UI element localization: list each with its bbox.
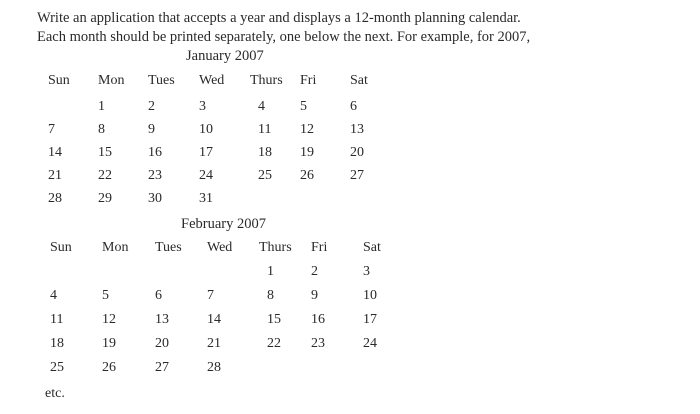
- intro-line-1: Write an application that accepts a year and displays a 12-month planning calendar.: [37, 10, 521, 26]
- day-cell: 7: [48, 122, 55, 137]
- day-cell: 8: [267, 288, 274, 303]
- day-cell: 18: [50, 336, 64, 351]
- weekday-header-wed: Wed: [207, 240, 233, 255]
- day-cell: 25: [50, 360, 64, 375]
- day-cell: 10: [363, 288, 377, 303]
- day-cell: 9: [311, 288, 318, 303]
- day-cell: 7: [207, 288, 214, 303]
- day-cell: 23: [148, 168, 162, 183]
- weekday-header-tues: Tues: [148, 73, 175, 88]
- day-cell: 17: [199, 145, 213, 160]
- day-cell: 28: [48, 191, 62, 206]
- day-cell: 6: [155, 288, 162, 303]
- day-cell: 15: [98, 145, 112, 160]
- day-cell: 19: [300, 145, 314, 160]
- day-cell: 27: [350, 168, 364, 183]
- day-cell: 11: [258, 122, 272, 137]
- month-title-january: January 2007: [186, 48, 264, 64]
- weekday-header-thurs: Thurs: [259, 240, 292, 255]
- day-cell: 25: [258, 168, 272, 183]
- day-cell: 20: [155, 336, 169, 351]
- day-cell: 1: [98, 99, 105, 114]
- day-cell: 9: [148, 122, 155, 137]
- day-cell: 22: [98, 168, 112, 183]
- weekday-header-wed: Wed: [199, 73, 225, 88]
- day-cell: 20: [350, 145, 364, 160]
- day-cell: 17: [363, 312, 377, 327]
- day-cell: 26: [102, 360, 116, 375]
- day-cell: 1: [267, 264, 274, 279]
- weekday-header-sun: Sun: [48, 73, 70, 88]
- day-cell: 16: [148, 145, 162, 160]
- day-cell: 24: [199, 168, 213, 183]
- weekday-header-mon: Mon: [102, 240, 129, 255]
- day-cell: 31: [199, 191, 213, 206]
- day-cell: 5: [102, 288, 109, 303]
- day-cell: 12: [102, 312, 116, 327]
- day-cell: 23: [311, 336, 325, 351]
- day-cell: 8: [98, 122, 105, 137]
- weekday-header-sat: Sat: [363, 240, 381, 255]
- day-cell: 6: [350, 99, 357, 114]
- day-cell: 13: [155, 312, 169, 327]
- weekday-header-sat: Sat: [350, 73, 368, 88]
- day-cell: 2: [148, 99, 155, 114]
- problem-statement: [37, 9, 530, 47]
- month-title-february: February 2007: [181, 216, 266, 232]
- day-cell: 24: [363, 336, 377, 351]
- day-cell: 22: [267, 336, 281, 351]
- day-cell: 3: [363, 264, 370, 279]
- day-cell: 11: [50, 312, 64, 327]
- day-cell: 21: [207, 336, 221, 351]
- weekday-header-fri: Fri: [311, 240, 328, 255]
- day-cell: 2: [311, 264, 318, 279]
- day-cell: 5: [300, 99, 307, 114]
- day-cell: 12: [300, 122, 314, 137]
- day-cell: 19: [102, 336, 116, 351]
- day-cell: 18: [258, 145, 272, 160]
- day-cell: 21: [48, 168, 62, 183]
- day-cell: 30: [148, 191, 162, 206]
- day-cell: 14: [48, 145, 62, 160]
- day-cell: 16: [311, 312, 325, 327]
- day-cell: 3: [199, 99, 206, 114]
- weekday-header-fri: Fri: [300, 73, 317, 88]
- intro-line-2: Each month should be printed separately, one below the next. For example, for 2007,: [37, 29, 531, 45]
- day-cell: 10: [199, 122, 213, 137]
- day-cell: 13: [350, 122, 364, 137]
- day-cell: 26: [300, 168, 314, 183]
- day-cell: 14: [207, 312, 221, 327]
- weekday-header-thurs: Thurs: [250, 73, 283, 88]
- weekday-header-tues: Tues: [155, 240, 182, 255]
- weekday-header-sun: Sun: [50, 240, 72, 255]
- day-cell: 4: [50, 288, 57, 303]
- day-cell: 29: [98, 191, 112, 206]
- day-cell: 27: [155, 360, 169, 375]
- day-cell: 15: [267, 312, 281, 327]
- day-cell: 4: [258, 99, 265, 114]
- etc-note: etc.: [45, 386, 65, 401]
- day-cell: 28: [207, 360, 221, 375]
- weekday-header-mon: Mon: [98, 73, 125, 88]
